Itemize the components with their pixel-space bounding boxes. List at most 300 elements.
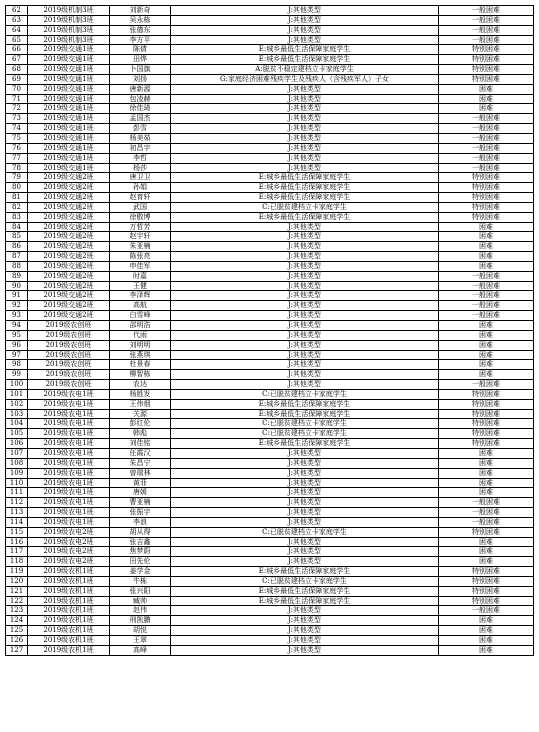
class-cell: 2019级农电1班 [28,508,110,518]
row-number-cell: 87 [6,252,28,262]
table-row [6,547,534,557]
aid-type-cell: J:其他类型 [171,488,439,498]
table-row [6,606,534,616]
difficulty-level-cell: 特别困难 [439,173,534,183]
class-cell: 2019级交通2班 [28,281,110,291]
row-number-cell: 108 [6,458,28,468]
student-name-cell: 赵宇轩 [110,232,171,242]
class-cell: 2019级农机1班 [28,626,110,636]
row-number-cell: 111 [6,488,28,498]
class-cell: 2019级交通1班 [28,65,110,75]
row-number-cell: 109 [6,468,28,478]
difficulty-level-cell: 特别困难 [439,399,534,409]
aid-type-cell: J:其他类型 [171,252,439,262]
student-name-cell: 吴永栋 [110,15,171,25]
row-number-cell: 72 [6,104,28,114]
aid-type-cell: E:城乡最低生活保障家庭学生 [171,399,439,409]
row-number-cell: 106 [6,439,28,449]
class-cell: 2019级农电1班 [28,419,110,429]
row-number-cell: 100 [6,380,28,390]
difficulty-level-cell: 一般困难 [439,35,534,45]
aid-type-cell: J:其他类型 [171,242,439,252]
class-cell: 2019级交通1班 [28,153,110,163]
aid-type-cell: C:已脱贫建档立卡家庭学生 [171,527,439,537]
aid-type-cell: J:其他类型 [171,321,439,331]
row-number-cell: 116 [6,537,28,547]
table-row [6,261,534,271]
row-number-cell: 69 [6,74,28,84]
table-row [6,517,534,527]
student-name-cell: 陈倩 [110,45,171,55]
row-number-cell: 86 [6,242,28,252]
table-row [6,124,534,134]
student-name-cell: 朱亚楠 [110,242,171,252]
difficulty-level-cell: 一般困难 [439,281,534,291]
table-row [6,537,534,547]
row-number-cell: 88 [6,261,28,271]
aid-type-cell: E:城乡最低生活保障家庭学生 [171,409,439,419]
aid-type-cell: J:其他类型 [171,370,439,380]
difficulty-level-cell: 困难 [439,321,534,331]
row-number-cell: 63 [6,15,28,25]
student-name-cell: 白雪峰 [110,311,171,321]
difficulty-level-cell: 困难 [439,252,534,262]
class-cell: 2019级农电2班 [28,557,110,567]
class-cell: 2019级交通2班 [28,173,110,183]
student-name-cell: 刑凯鹏 [110,616,171,626]
aid-type-cell: J:其他类型 [171,15,439,25]
class-cell: 2019级农电1班 [28,399,110,409]
aid-type-cell: E:城乡最低生活保障家庭学生 [171,567,439,577]
row-number-cell: 118 [6,557,28,567]
class-cell: 2019级交通2班 [28,242,110,252]
difficulty-level-cell: 特别困难 [439,576,534,586]
row-number-cell: 112 [6,498,28,508]
difficulty-level-cell: 困难 [439,468,534,478]
table-row [6,25,534,35]
row-number-cell: 65 [6,35,28,45]
table-row [6,616,534,626]
difficulty-level-cell: 特别困难 [439,429,534,439]
difficulty-level-cell: 一般困难 [439,163,534,173]
row-number-cell: 97 [6,350,28,360]
row-number-cell: 68 [6,65,28,75]
student-aid-table [5,5,534,656]
class-cell: 2019级农创班 [28,370,110,380]
table-row [6,202,534,212]
difficulty-level-cell: 一般困难 [439,124,534,134]
aid-type-cell: J:其他类型 [171,340,439,350]
student-name-cell: 徐佳琦 [110,104,171,114]
row-number-cell: 79 [6,173,28,183]
difficulty-level-cell: 困难 [439,537,534,547]
table-row [6,321,534,331]
aid-type-cell: J:其他类型 [171,222,439,232]
student-name-cell: 初昌宇 [110,143,171,153]
table-row [6,645,534,655]
table-row [6,104,534,114]
difficulty-level-cell: 一般困难 [439,6,534,16]
student-name-cell: 高航 [110,301,171,311]
student-name-cell: 李方平 [110,35,171,45]
table-row [6,65,534,75]
class-cell: 2019级机制3班 [28,6,110,16]
difficulty-level-cell: 一般困难 [439,508,534,518]
row-number-cell: 126 [6,636,28,646]
student-name-cell: 李浪 [110,517,171,527]
aid-type-cell: J:其他类型 [171,458,439,468]
student-name-cell: 柳智栋 [110,370,171,380]
table-row [6,84,534,94]
student-name-cell: 关源 [110,409,171,419]
difficulty-level-cell: 特别困难 [439,596,534,606]
row-number-cell: 71 [6,94,28,104]
row-number-cell: 73 [6,114,28,124]
table-row [6,6,534,16]
difficulty-level-cell: 一般困难 [439,25,534,35]
row-number-cell: 94 [6,321,28,331]
student-name-cell: 韩彪 [110,429,171,439]
student-name-cell: 卜国旗 [110,65,171,75]
class-cell: 2019级交通1班 [28,55,110,65]
table-row [6,153,534,163]
class-cell: 2019级农机1班 [28,567,110,577]
row-number-cell: 127 [6,645,28,655]
difficulty-level-cell: 特别困难 [439,74,534,84]
student-name-cell: 黄菲 [110,478,171,488]
table-row [6,567,534,577]
aid-type-cell: J:其他类型 [171,380,439,390]
row-number-cell: 91 [6,291,28,301]
aid-type-cell: J:其他类型 [171,291,439,301]
aid-type-cell: J:其他类型 [171,143,439,153]
difficulty-level-cell: 特别困难 [439,183,534,193]
table-row [6,330,534,340]
difficulty-level-cell: 特别困难 [439,586,534,596]
class-cell: 2019级农创班 [28,360,110,370]
table-row [6,281,534,291]
student-name-cell: 刘扬 [110,74,171,84]
table-row [6,439,534,449]
student-name-cell: 时嘉 [110,271,171,281]
row-number-cell: 113 [6,508,28,518]
aid-type-cell: J:其他类型 [171,498,439,508]
row-number-cell: 101 [6,389,28,399]
class-cell: 2019级农电1班 [28,429,110,439]
table-row [6,557,534,567]
row-number-cell: 95 [6,330,28,340]
class-cell: 2019级交通2班 [28,252,110,262]
aid-type-cell: J:其他类型 [171,636,439,646]
row-number-cell: 62 [6,6,28,16]
class-cell: 2019级交通2班 [28,301,110,311]
student-name-cell: 张燕琪 [110,350,171,360]
table-row [6,458,534,468]
difficulty-level-cell: 特别困难 [439,409,534,419]
row-number-cell: 105 [6,429,28,439]
row-number-cell: 70 [6,84,28,94]
row-number-cell: 76 [6,143,28,153]
table-row [6,370,534,380]
table-row [6,301,534,311]
table-row [6,399,534,409]
row-number-cell: 81 [6,193,28,203]
class-cell: 2019级农机1班 [28,596,110,606]
row-number-cell: 125 [6,626,28,636]
row-number-cell: 98 [6,360,28,370]
difficulty-level-cell: 特别困难 [439,389,534,399]
student-name-cell: 李哲 [110,153,171,163]
student-name-cell: 万哲芳 [110,222,171,232]
student-name-cell: 孙娟 [110,183,171,193]
class-cell: 2019级交通2班 [28,202,110,212]
student-name-cell: 孟国杰 [110,114,171,124]
row-number-cell: 110 [6,478,28,488]
table-row [6,468,534,478]
aid-type-cell: J:其他类型 [171,448,439,458]
row-number-cell: 104 [6,419,28,429]
difficulty-level-cell: 困难 [439,636,534,646]
aid-type-cell: J:其他类型 [171,508,439,518]
student-name-cell: 杜景春 [110,360,171,370]
table-row [6,133,534,143]
aid-type-cell: E:城乡最低生活保障家庭学生 [171,55,439,65]
student-name-cell: 胡从得 [110,527,171,537]
class-cell: 2019级交通2班 [28,193,110,203]
aid-type-cell: J:其他类型 [171,163,439,173]
class-cell: 2019级农电1班 [28,448,110,458]
class-cell: 2019级农创班 [28,380,110,390]
table-row [6,596,534,606]
class-cell: 2019级农电1班 [28,468,110,478]
difficulty-level-cell: 一般困难 [439,133,534,143]
table-row [6,311,534,321]
student-name-cell: 彭雪 [110,124,171,134]
table-row [6,163,534,173]
student-name-cell: 张吉鑫 [110,537,171,547]
table-row [6,242,534,252]
row-number-cell: 107 [6,448,28,458]
aid-type-cell: C:已脱贫建档立卡家庭学生 [171,576,439,586]
aid-type-cell: C:已脱贫建档立卡家庭学生 [171,202,439,212]
table-row [6,15,534,25]
class-cell: 2019级农电1班 [28,517,110,527]
class-cell: 2019级农电1班 [28,439,110,449]
row-number-cell: 114 [6,517,28,527]
difficulty-level-cell: 特别困难 [439,419,534,429]
class-cell: 2019级交通1班 [28,114,110,124]
aid-type-cell: G:家庭经济困难残疾学生及残疾人（含残疾军人）子女 [171,74,439,84]
table-row [6,173,534,183]
student-name-cell: 杨胜发 [110,389,171,399]
student-name-cell: 杨莎 [110,163,171,173]
aid-type-cell: J:其他类型 [171,104,439,114]
aid-type-cell: J:其他类型 [171,547,439,557]
row-number-cell: 77 [6,153,28,163]
aid-type-cell: C:已脱贫建档立卡家庭学生 [171,419,439,429]
aid-type-cell: J:其他类型 [171,232,439,242]
row-number-cell: 93 [6,311,28,321]
class-cell: 2019级农机1班 [28,645,110,655]
difficulty-level-cell: 一般困难 [439,143,534,153]
aid-type-cell: E:城乡最低生活保障家庭学生 [171,173,439,183]
student-name-cell: 任霞汉 [110,448,171,458]
table-row [6,636,534,646]
student-name-cell: 武国 [110,202,171,212]
table-row [6,586,534,596]
aid-type-cell: J:其他类型 [171,84,439,94]
difficulty-level-cell: 困难 [439,360,534,370]
aid-type-cell: J:其他类型 [171,330,439,340]
table-row [6,429,534,439]
student-name-cell: 唐媛 [110,488,171,498]
class-cell: 2019级农机1班 [28,606,110,616]
class-cell: 2019级交通1班 [28,124,110,134]
row-number-cell: 124 [6,616,28,626]
aid-type-cell: J:其他类型 [171,301,439,311]
table-row [6,498,534,508]
difficulty-level-cell: 困难 [439,626,534,636]
row-number-cell: 122 [6,596,28,606]
student-name-cell: 田烨 [110,55,171,65]
aid-type-cell: J:其他类型 [171,517,439,527]
row-number-cell: 80 [6,183,28,193]
table-row [6,222,534,232]
class-cell: 2019级农电2班 [28,537,110,547]
table-row [6,527,534,537]
student-name-cell: 胡悦 [110,626,171,636]
difficulty-level-cell: 特别困难 [439,202,534,212]
aid-type-cell: J:其他类型 [171,281,439,291]
difficulty-level-cell: 一般困难 [439,15,534,25]
table-row [6,389,534,399]
row-number-cell: 74 [6,124,28,134]
table-row [6,232,534,242]
class-cell: 2019级交通2班 [28,222,110,232]
difficulty-level-cell: 困难 [439,84,534,94]
difficulty-level-cell: 困难 [439,448,534,458]
student-name-cell: 焦梦蔚 [110,547,171,557]
table-row [6,143,534,153]
table-row [6,114,534,124]
class-cell: 2019级农机1班 [28,616,110,626]
table-row [6,409,534,419]
table-row [6,271,534,281]
difficulty-level-cell: 特别困难 [439,439,534,449]
aid-type-cell: J:其他类型 [171,468,439,478]
aid-type-cell: E:城乡最低生活保障家庭学生 [171,586,439,596]
table-row [6,340,534,350]
student-name-cell: 田先伦 [110,557,171,567]
aid-type-cell: E:城乡最低生活保障家庭学生 [171,439,439,449]
student-name-cell: 张振宇 [110,508,171,518]
difficulty-level-cell: 困难 [439,370,534,380]
table-row [6,193,534,203]
student-name-cell: 邵明浩 [110,321,171,331]
difficulty-level-cell: 困难 [439,242,534,252]
table-row [6,508,534,518]
table-row [6,488,534,498]
difficulty-level-cell: 特别困难 [439,45,534,55]
aid-type-cell: J:其他类型 [171,626,439,636]
class-cell: 2019级机制3班 [28,15,110,25]
row-number-cell: 90 [6,281,28,291]
aid-type-cell: J:其他类型 [171,350,439,360]
difficulty-level-cell: 困难 [439,222,534,232]
aid-type-cell: J:其他类型 [171,360,439,370]
table-row [6,55,534,65]
student-name-cell: 彭红伦 [110,419,171,429]
aid-type-cell: E:城乡最低生活保障家庭学生 [171,596,439,606]
row-number-cell: 64 [6,25,28,35]
class-cell: 2019级交通1班 [28,163,110,173]
row-number-cell: 121 [6,586,28,596]
aid-type-cell: J:其他类型 [171,478,439,488]
class-cell: 2019级交通2班 [28,311,110,321]
difficulty-level-cell: 困难 [439,94,534,104]
class-cell: 2019级农电1班 [28,409,110,419]
row-number-cell: 67 [6,55,28,65]
difficulty-level-cell: 一般困难 [439,153,534,163]
table-row [6,626,534,636]
aid-type-cell: J:其他类型 [171,124,439,134]
student-name-cell: 唐卫卫 [110,173,171,183]
student-name-cell: 王伟烟 [110,399,171,409]
difficulty-level-cell: 特别困难 [439,65,534,75]
difficulty-level-cell: 特别困难 [439,567,534,577]
difficulty-level-cell: 困难 [439,261,534,271]
row-number-cell: 120 [6,576,28,586]
row-number-cell: 119 [6,567,28,577]
row-number-cell: 99 [6,370,28,380]
class-cell: 2019级机制3班 [28,35,110,45]
aid-type-cell: C:已脱贫建档立卡家庭学生 [171,389,439,399]
aid-type-cell: J:其他类型 [171,133,439,143]
row-number-cell: 89 [6,271,28,281]
student-name-cell: 唐新源 [110,84,171,94]
row-number-cell: 103 [6,409,28,419]
difficulty-level-cell: 一般困难 [439,291,534,301]
class-cell: 2019级农电1班 [28,389,110,399]
table-row [6,350,534,360]
student-name-cell: 曹亚楠 [110,498,171,508]
class-cell: 2019级交通2班 [28,212,110,222]
aid-type-cell: J:其他类型 [171,35,439,45]
table-row [6,94,534,104]
row-number-cell: 85 [6,232,28,242]
difficulty-level-cell: 一般困难 [439,498,534,508]
student-name-cell: 姜学金 [110,567,171,577]
row-number-cell: 115 [6,527,28,537]
table-row [6,478,534,488]
difficulty-level-cell: 困难 [439,340,534,350]
class-cell: 2019级交通1班 [28,45,110,55]
aid-type-cell: J:其他类型 [171,261,439,271]
difficulty-level-cell: 特别困难 [439,193,534,203]
row-number-cell: 102 [6,399,28,409]
student-name-cell: 刘明明 [110,340,171,350]
difficulty-level-cell: 困难 [439,232,534,242]
student-name-cell: 牛栋 [110,576,171,586]
difficulty-level-cell: 一般困难 [439,380,534,390]
aid-type-cell: J:其他类型 [171,271,439,281]
aid-type-cell: J:其他类型 [171,311,439,321]
class-cell: 2019级交通2班 [28,271,110,281]
aid-type-cell: J:其他类型 [171,645,439,655]
class-cell: 2019级交通2班 [28,183,110,193]
row-number-cell: 78 [6,163,28,173]
table-row [6,35,534,45]
